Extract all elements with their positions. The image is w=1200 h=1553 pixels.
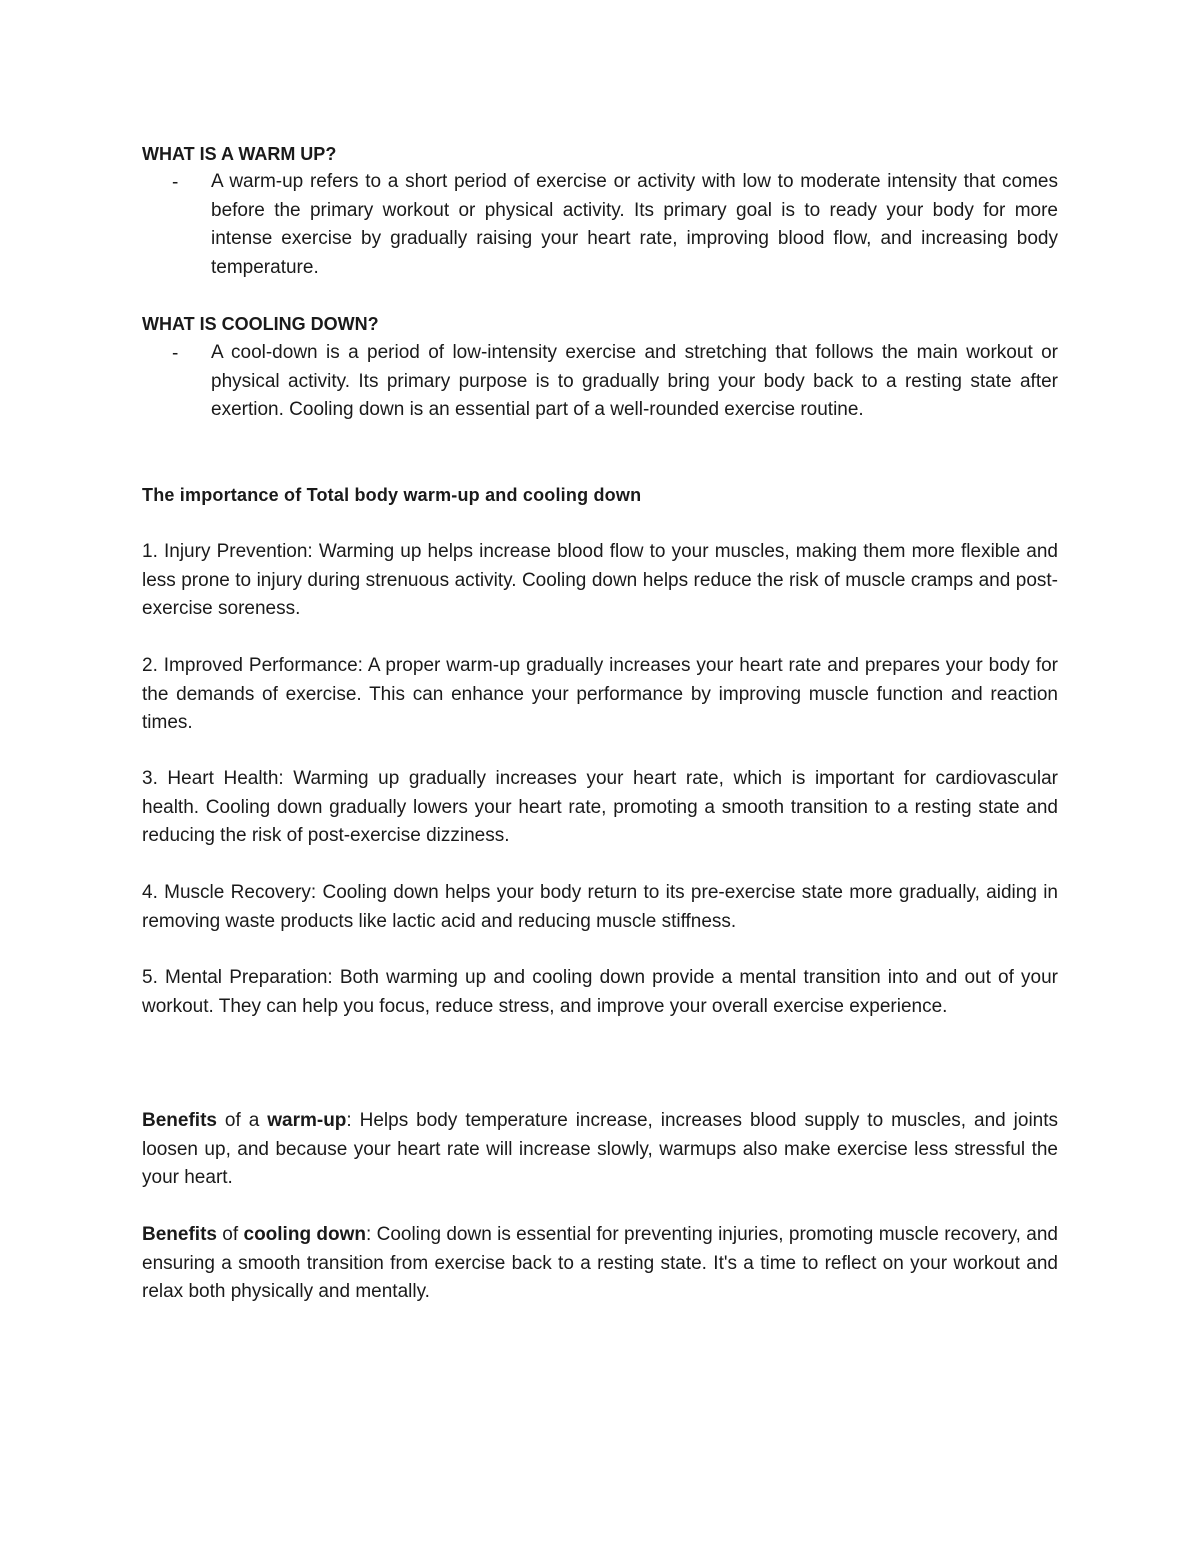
benefits-warmup-text: : Helps body temperature increase, increases blood supply to muscles, and joints loosen up, and because your heart rate will increase slowly, warmups also make exercise less stressful the your heart. (142, 1110, 1059, 1189)
importance-item-mental-preparation: 5. Mental Preparation: Both warming up and cooling down provide a mental transition into and out of your workout. They can help you focus, reduce stress, and improve your overall exercise experience. (142, 967, 1058, 1017)
benefits-connector: of a (216, 1110, 268, 1131)
warmup-definition-item (142, 168, 1058, 282)
importance-item-injury-prevention: 1. Injury Prevention: Warming up helps increase blood flow to your muscles, making them more flexible and less prone to injury during strenuous activity. Cooling down helps reduce the risk of muscle cramps and post-exercise soreness. (142, 541, 1058, 620)
warmup-definition-text: A warm-up refers to a short period of exercise or activity with low to moderate intensity that comes before the primary workout or physical activity. Its primary goal is to ready your body for more intense exercise by gradually raising your heart rate, improving blood flow, and increasing body temperature. (211, 171, 1058, 278)
benefits-connector: of (216, 1224, 244, 1245)
bullet-dash: - (172, 343, 179, 364)
bullet-dash: - (172, 172, 179, 193)
importance-heading: The importance of Total body warm-up and cooling down (142, 485, 642, 505)
importance-item-heart-health: 3. Heart Health: Warming up gradually increases your heart rate, which is important for cardiovascular health. Cooling down gradually lowers your heart rate, promoting a smooth transition to a resting state and reducing the risk of post-exercise dizziness. (142, 768, 1058, 847)
cooling-down-label: cooling down (243, 1224, 366, 1245)
cooldown-definition-item (142, 339, 1058, 425)
cooldown-heading: WHAT IS COOLING DOWN? (142, 314, 379, 334)
benefits-label: Benefits (142, 1110, 217, 1131)
importance-item-improved-performance: 2. Improved Performance: A proper warm-up gradually increases your heart rate and prepares your body for the demands of exercise. This can enhance your performance by improving muscle function and reaction times. (142, 655, 1058, 734)
cooldown-definition-text: A cool-down is a period of low-intensity exercise and stretching that follows the main workout or physical activity. Its primary purpose is to gradually bring your body back to a resting state after exertion. Cooling down is an essential part of a well-rounded exercise routine. (211, 342, 1058, 421)
benefits-cooldown-text: : Cooling down is essential for preventing injuries, promoting muscle recovery, and ensuring a smooth transition from exercise back to a resting state. It's a time to reflect on your workout and relax both physically and mentally. (142, 1224, 1058, 1303)
warmup-heading: WHAT IS A WARM UP? (142, 144, 337, 164)
benefits-cooldown-paragraph (142, 1221, 1058, 1307)
benefits-warmup-paragraph (142, 1107, 1058, 1193)
benefits-label: Benefits (142, 1224, 217, 1245)
warmup-label: warm-up (267, 1110, 347, 1131)
importance-item-muscle-recovery: 4. Muscle Recovery: Cooling down helps your body return to its pre-exercise state more gradually, aiding in removing waste products like lactic acid and reducing muscle stiffness. (142, 882, 1058, 932)
